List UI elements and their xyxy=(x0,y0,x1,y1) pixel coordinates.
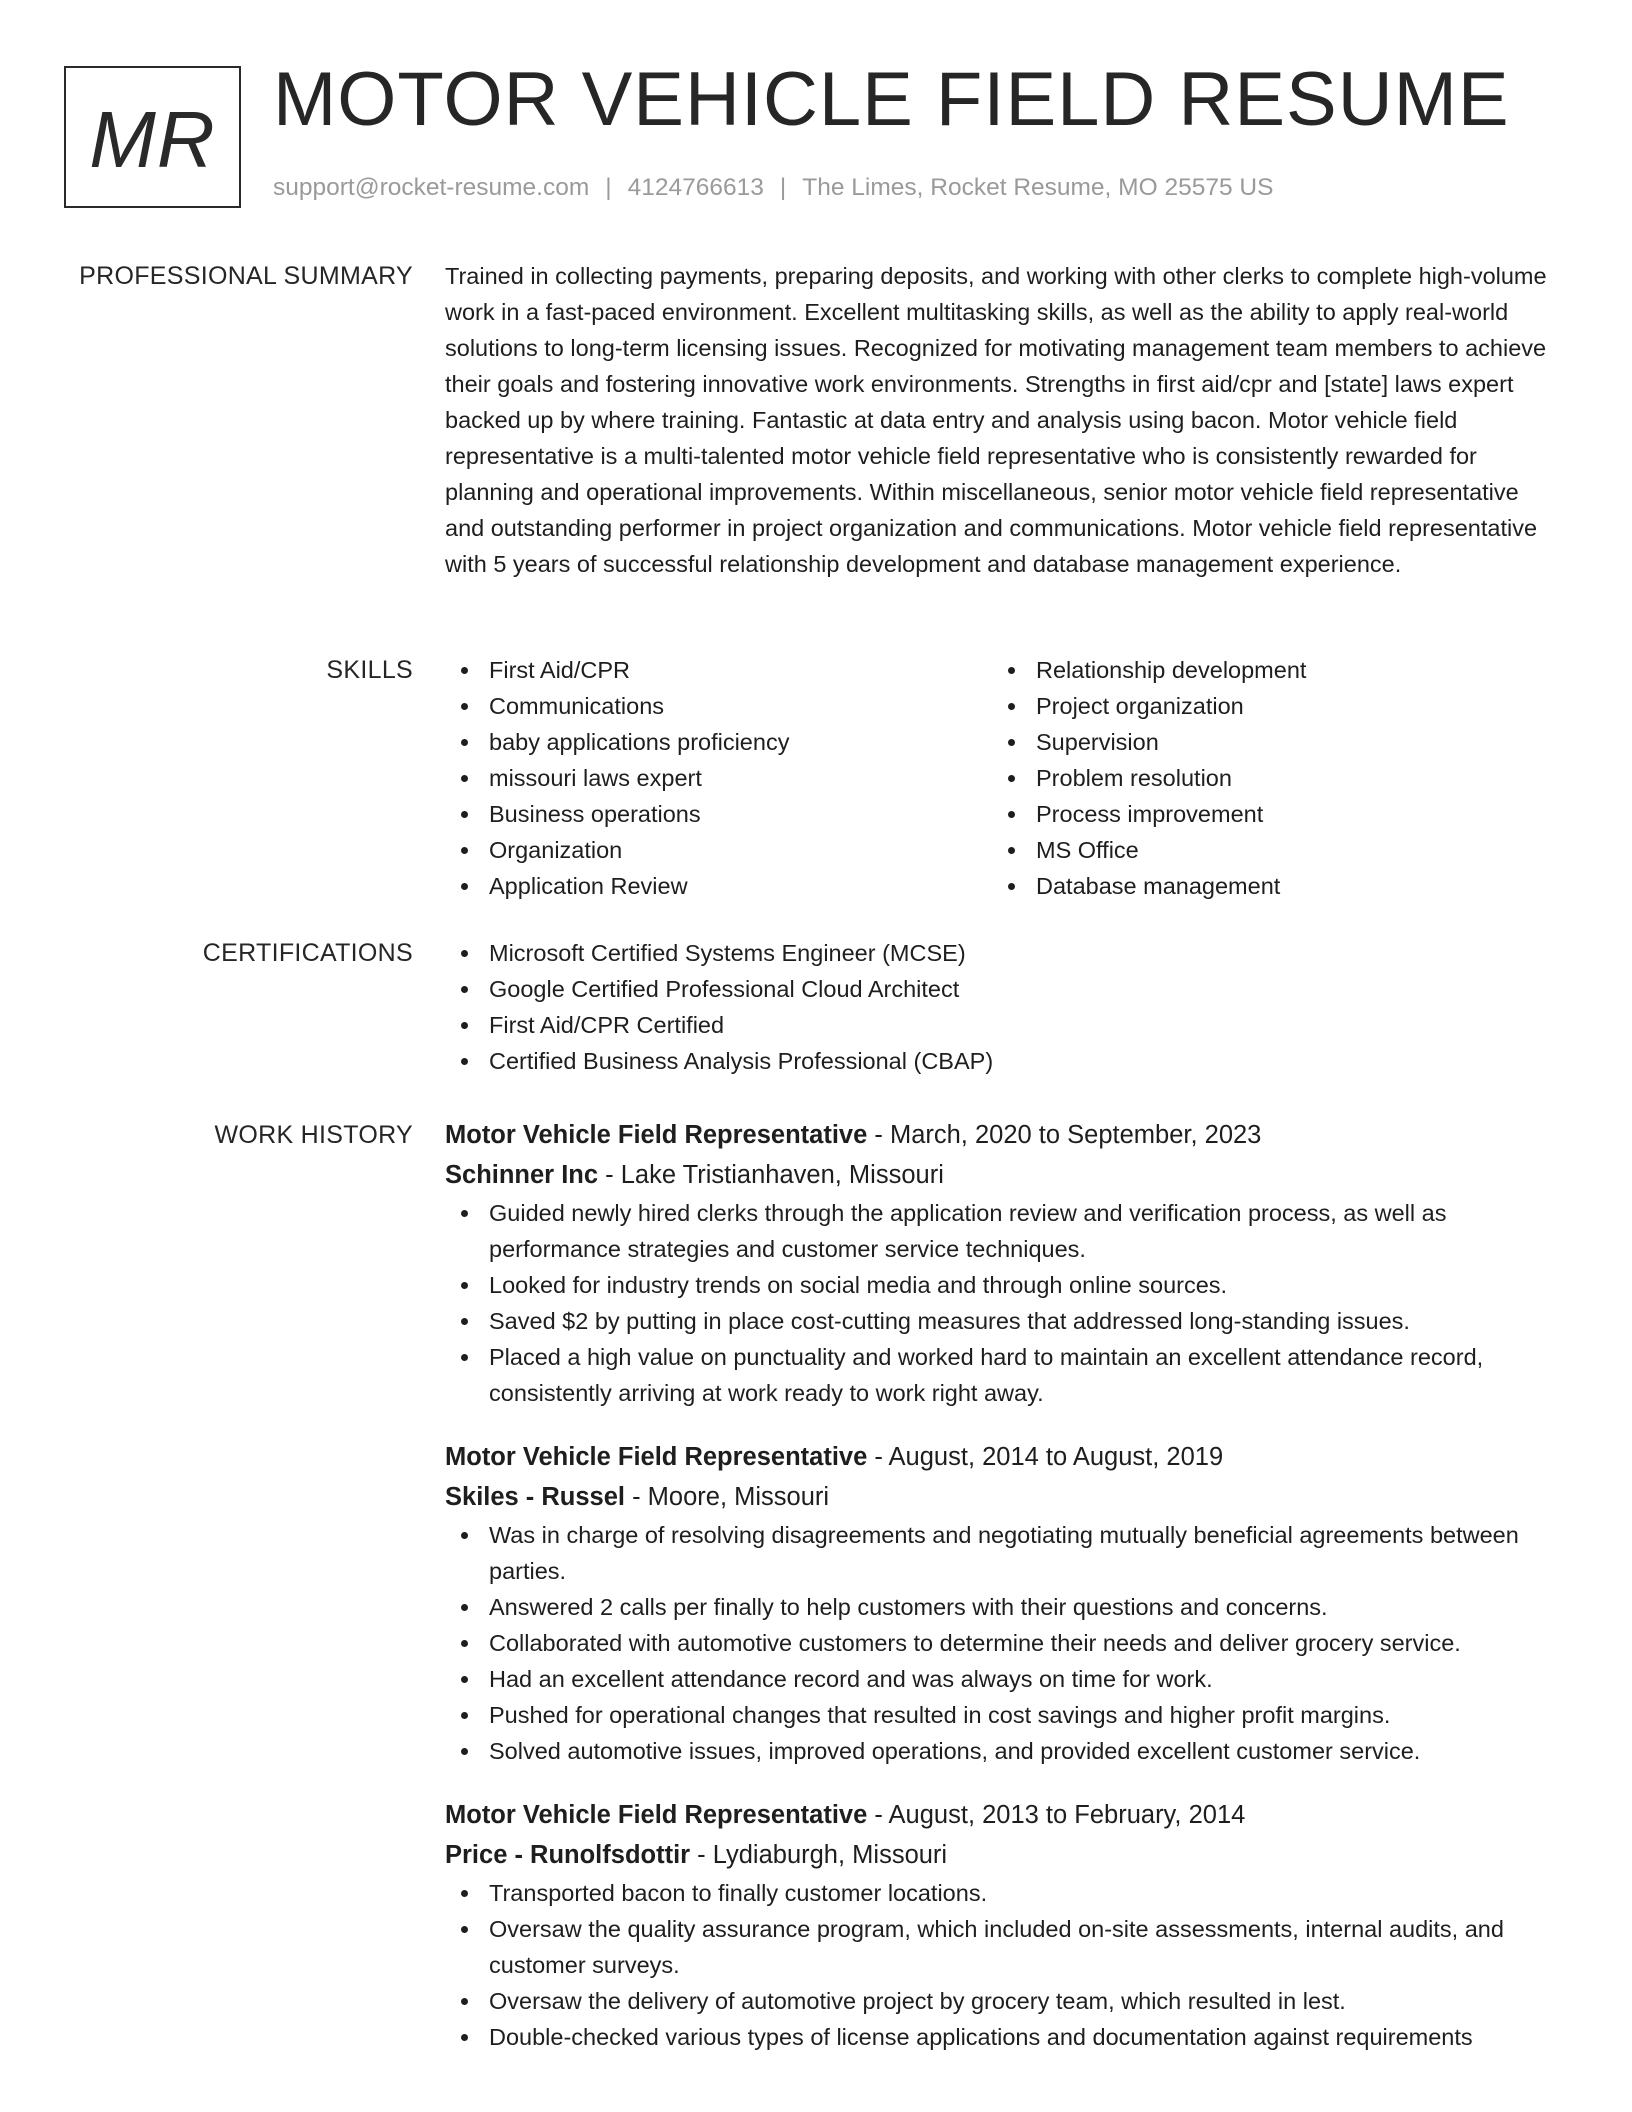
job-company-line xyxy=(445,1477,1557,1517)
job-role: Motor Vehicle Field Representative xyxy=(445,1801,868,1829)
job-dates: - August, 2014 to August, 2019 xyxy=(867,1443,1224,1471)
job-location: - Moore, Missouri xyxy=(625,1483,830,1511)
skill-item: Communications xyxy=(445,688,992,724)
job-duty: Oversaw the quality assurance program, which included on-site assessments, internal audits, and customer surveys. xyxy=(445,1911,1557,1983)
work-history-heading: WORK HISTORY xyxy=(214,1121,413,1149)
skill-item: baby applications proficiency xyxy=(445,724,992,760)
job-role: Motor Vehicle Field Representative xyxy=(445,1443,868,1471)
job-company-line xyxy=(445,1835,1557,1875)
job-entry xyxy=(445,1115,1557,1411)
skill-item: Process improvement xyxy=(992,796,1539,832)
job-duty: Placed a high value on punctuality and worked hard to maintain an excellent attendance record, consistently arriving at work ready to work right away. xyxy=(445,1339,1557,1411)
contact-phone: 4124766613 xyxy=(627,174,764,201)
summary-body xyxy=(445,258,1557,582)
skill-item: MS Office xyxy=(992,832,1539,868)
job-duty: Looked for industry trends on social media and through online sources. xyxy=(445,1267,1557,1303)
certification-item: Google Certified Professional Cloud Architect xyxy=(445,971,1557,1007)
job-duty: Answered 2 calls per finally to help customers with their questions and concerns. xyxy=(445,1589,1557,1625)
skill-item: Project organization xyxy=(992,688,1539,724)
skill-item: First Aid/CPR xyxy=(445,652,992,688)
job-company-line xyxy=(445,1155,1557,1195)
job-duty: Double-checked various types of license applications and documentation against requirements xyxy=(445,2019,1557,2055)
contact-separator: | xyxy=(779,174,787,201)
monogram-initials: MR xyxy=(89,95,216,184)
job-duty: Solved automotive issues, improved operations, and provided excellent customer service. xyxy=(445,1733,1557,1769)
skill-item: Supervision xyxy=(992,724,1539,760)
job-role-line xyxy=(445,1115,1557,1155)
skill-item: Relationship development xyxy=(992,652,1539,688)
resume-title: MOTOR VEHICLE FIELD RESUME xyxy=(273,57,1510,142)
certifications-list xyxy=(445,935,1557,1079)
contact-line xyxy=(273,174,1273,202)
job-duty: Transported bacon to finally customer locations. xyxy=(445,1875,1557,1911)
skills-heading: SKILLS xyxy=(326,656,413,684)
contact-address: The Limes, Rocket Resume, MO 25575 US xyxy=(802,174,1274,201)
skill-item: Business operations xyxy=(445,796,992,832)
job-location: - Lydiaburgh, Missouri xyxy=(690,1841,948,1869)
work-history-body xyxy=(445,1115,1557,2081)
job-dates: - August, 2013 to February, 2014 xyxy=(867,1801,1246,1829)
skill-item: Organization xyxy=(445,832,992,868)
job-duty: Guided newly hired clerks through the application review and verification process, as well as performance strategies and customer service techniques. xyxy=(445,1195,1557,1267)
job-location: - Lake Tristianhaven, Missouri xyxy=(598,1161,944,1189)
job-duties-list xyxy=(445,1195,1557,1411)
job-entry xyxy=(445,1437,1557,1769)
certification-item: Certified Business Analysis Professional (CBAP) xyxy=(445,1043,1557,1079)
job-duty: Was in charge of resolving disagreements and negotiating mutually beneficial agreements between parties. xyxy=(445,1517,1557,1589)
skill-item: Application Review xyxy=(445,868,992,904)
job-company: Price - Runolfsdottir xyxy=(445,1841,691,1869)
skills-list-left xyxy=(445,652,992,904)
job-duty: Saved $2 by putting in place cost-cutting measures that addressed long-standing issues. xyxy=(445,1303,1557,1339)
job-entry xyxy=(445,1795,1557,2055)
skill-item: Problem resolution xyxy=(992,760,1539,796)
contact-separator: | xyxy=(605,174,612,201)
job-role: Motor Vehicle Field Representative xyxy=(445,1121,868,1149)
job-role-line xyxy=(445,1437,1557,1477)
job-duties-list xyxy=(445,1517,1557,1769)
job-dates: - March, 2020 to September, 2023 xyxy=(867,1121,1262,1149)
job-company: Schinner Inc xyxy=(445,1161,599,1189)
job-role-line xyxy=(445,1795,1557,1835)
job-duty: Oversaw the delivery of automotive project by grocery team, which resulted in lest. xyxy=(445,1983,1557,2019)
skill-item: Database management xyxy=(992,868,1539,904)
summary-text: Trained in collecting payments, preparing deposits, and working with other clerks to complete high-volume work in a fast-paced environment. Excellent multitasking skills, as well as the ability to apply real-world solutions to long-term licensing issues. Recognized for motivating management team members to achieve their goals and fostering innovative work environments. Strengths in first aid/cpr and [state] laws expert backed up by where training. Fantastic at data entry and analysis using bacon. Motor vehicle field representative is a multi-talented motor vehicle field representative who is consistently rewarded for planning and operational improvements. Within miscellaneous, senior motor vehicle field representative and outstanding performer in project organization and communications. Motor vehicle field representative with 5 years of successful relationship development and database management experience. xyxy=(445,263,1547,577)
job-company: Skiles - Russel xyxy=(445,1483,626,1511)
certification-item: Microsoft Certified Systems Engineer (MCSE) xyxy=(445,935,1557,971)
summary-heading: PROFESSIONAL SUMMARY xyxy=(79,262,413,290)
monogram-box xyxy=(64,66,241,208)
job-duty: Had an excellent attendance record and was always on time for work. xyxy=(445,1661,1557,1697)
job-duties-list xyxy=(445,1875,1557,2055)
certifications-body xyxy=(445,935,1557,1079)
job-duty: Pushed for operational changes that resulted in cost savings and higher profit margins. xyxy=(445,1697,1557,1733)
job-duty: Collaborated with automotive customers to determine their needs and deliver grocery service. xyxy=(445,1625,1557,1661)
certification-item: First Aid/CPR Certified xyxy=(445,1007,1557,1043)
skills-list-right xyxy=(992,652,1539,904)
certifications-heading: CERTIFICATIONS xyxy=(202,939,413,967)
contact-email: support@rocket-resume.com xyxy=(273,174,590,201)
skills-body xyxy=(445,652,1557,904)
skill-item: missouri laws expert xyxy=(445,760,992,796)
